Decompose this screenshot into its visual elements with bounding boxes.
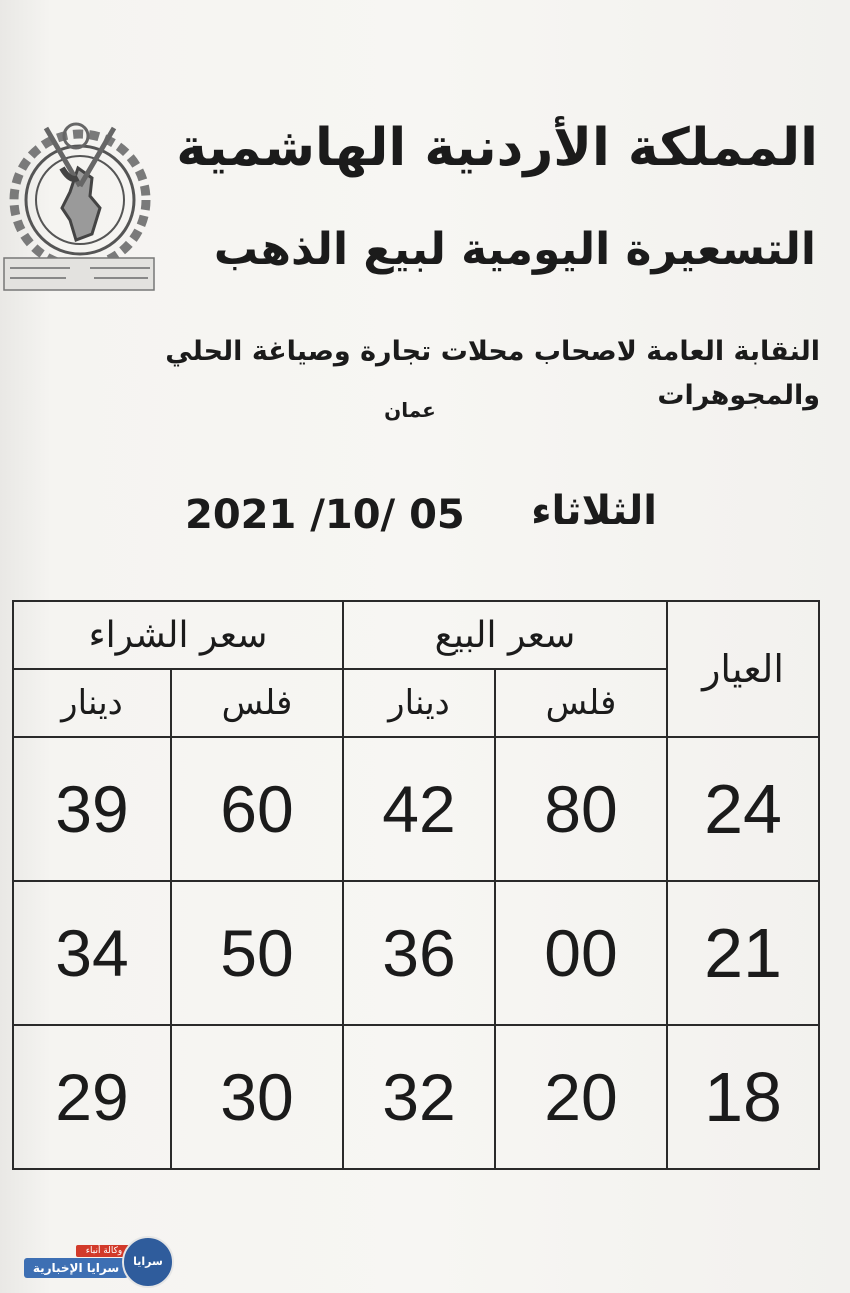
buy-fils-value: 60 xyxy=(171,737,343,881)
sell-fils-value: 80 xyxy=(495,737,667,881)
watermark-name: سرايا الإخبارية xyxy=(24,1258,128,1278)
sell-dinar-value: 42 xyxy=(343,737,495,881)
buy-fils-header: فلس xyxy=(171,669,343,737)
buy-dinar-value: 29 xyxy=(13,1025,171,1169)
sell-dinar-value: 32 xyxy=(343,1025,495,1169)
union-name: النقابة العامة لاصحاب محلات تجارة وصياغة الحلي والمجوهرات xyxy=(165,336,820,411)
sell-dinar-header: دينار xyxy=(343,669,495,737)
sell-fils-value: 20 xyxy=(495,1025,667,1169)
page-subtitle: التسعيرة اليومية لبيع الذهب xyxy=(213,224,816,275)
city-name: عمان xyxy=(384,398,436,422)
table-row xyxy=(13,1025,819,1169)
page-title: المملكة الأردنية الهاشمية xyxy=(176,118,818,178)
date-line xyxy=(185,488,665,548)
karat-value: 21 xyxy=(667,881,819,1025)
union-emblem-gear-icon xyxy=(0,108,160,298)
buy-dinar-header: دينار xyxy=(13,669,171,737)
sell-fils-header: فلس xyxy=(495,669,667,737)
buy-price-header: سعر الشراء xyxy=(13,601,343,669)
buy-dinar-value: 34 xyxy=(13,881,171,1025)
sell-dinar-value: 36 xyxy=(343,881,495,1025)
saraya-news-logo-icon xyxy=(10,1232,170,1288)
date-value: 2021 /10/ 05 xyxy=(185,492,465,538)
karat-header: العيار xyxy=(667,601,819,737)
buy-fils-value: 50 xyxy=(171,881,343,1025)
watermark-circle: سرايا xyxy=(122,1236,174,1288)
sell-fils-value: 00 xyxy=(495,881,667,1025)
karat-value: 18 xyxy=(667,1025,819,1169)
watermark-top-text: وكالة أنباء xyxy=(76,1245,132,1257)
table-row xyxy=(13,737,819,881)
buy-dinar-value: 39 xyxy=(13,737,171,881)
buy-fils-value: 30 xyxy=(171,1025,343,1169)
day-name: الثلاثاء xyxy=(531,488,657,534)
gold-price-table xyxy=(12,600,820,1170)
karat-value: 24 xyxy=(667,737,819,881)
sell-price-header: سعر البيع xyxy=(343,601,667,669)
table-row xyxy=(13,881,819,1025)
